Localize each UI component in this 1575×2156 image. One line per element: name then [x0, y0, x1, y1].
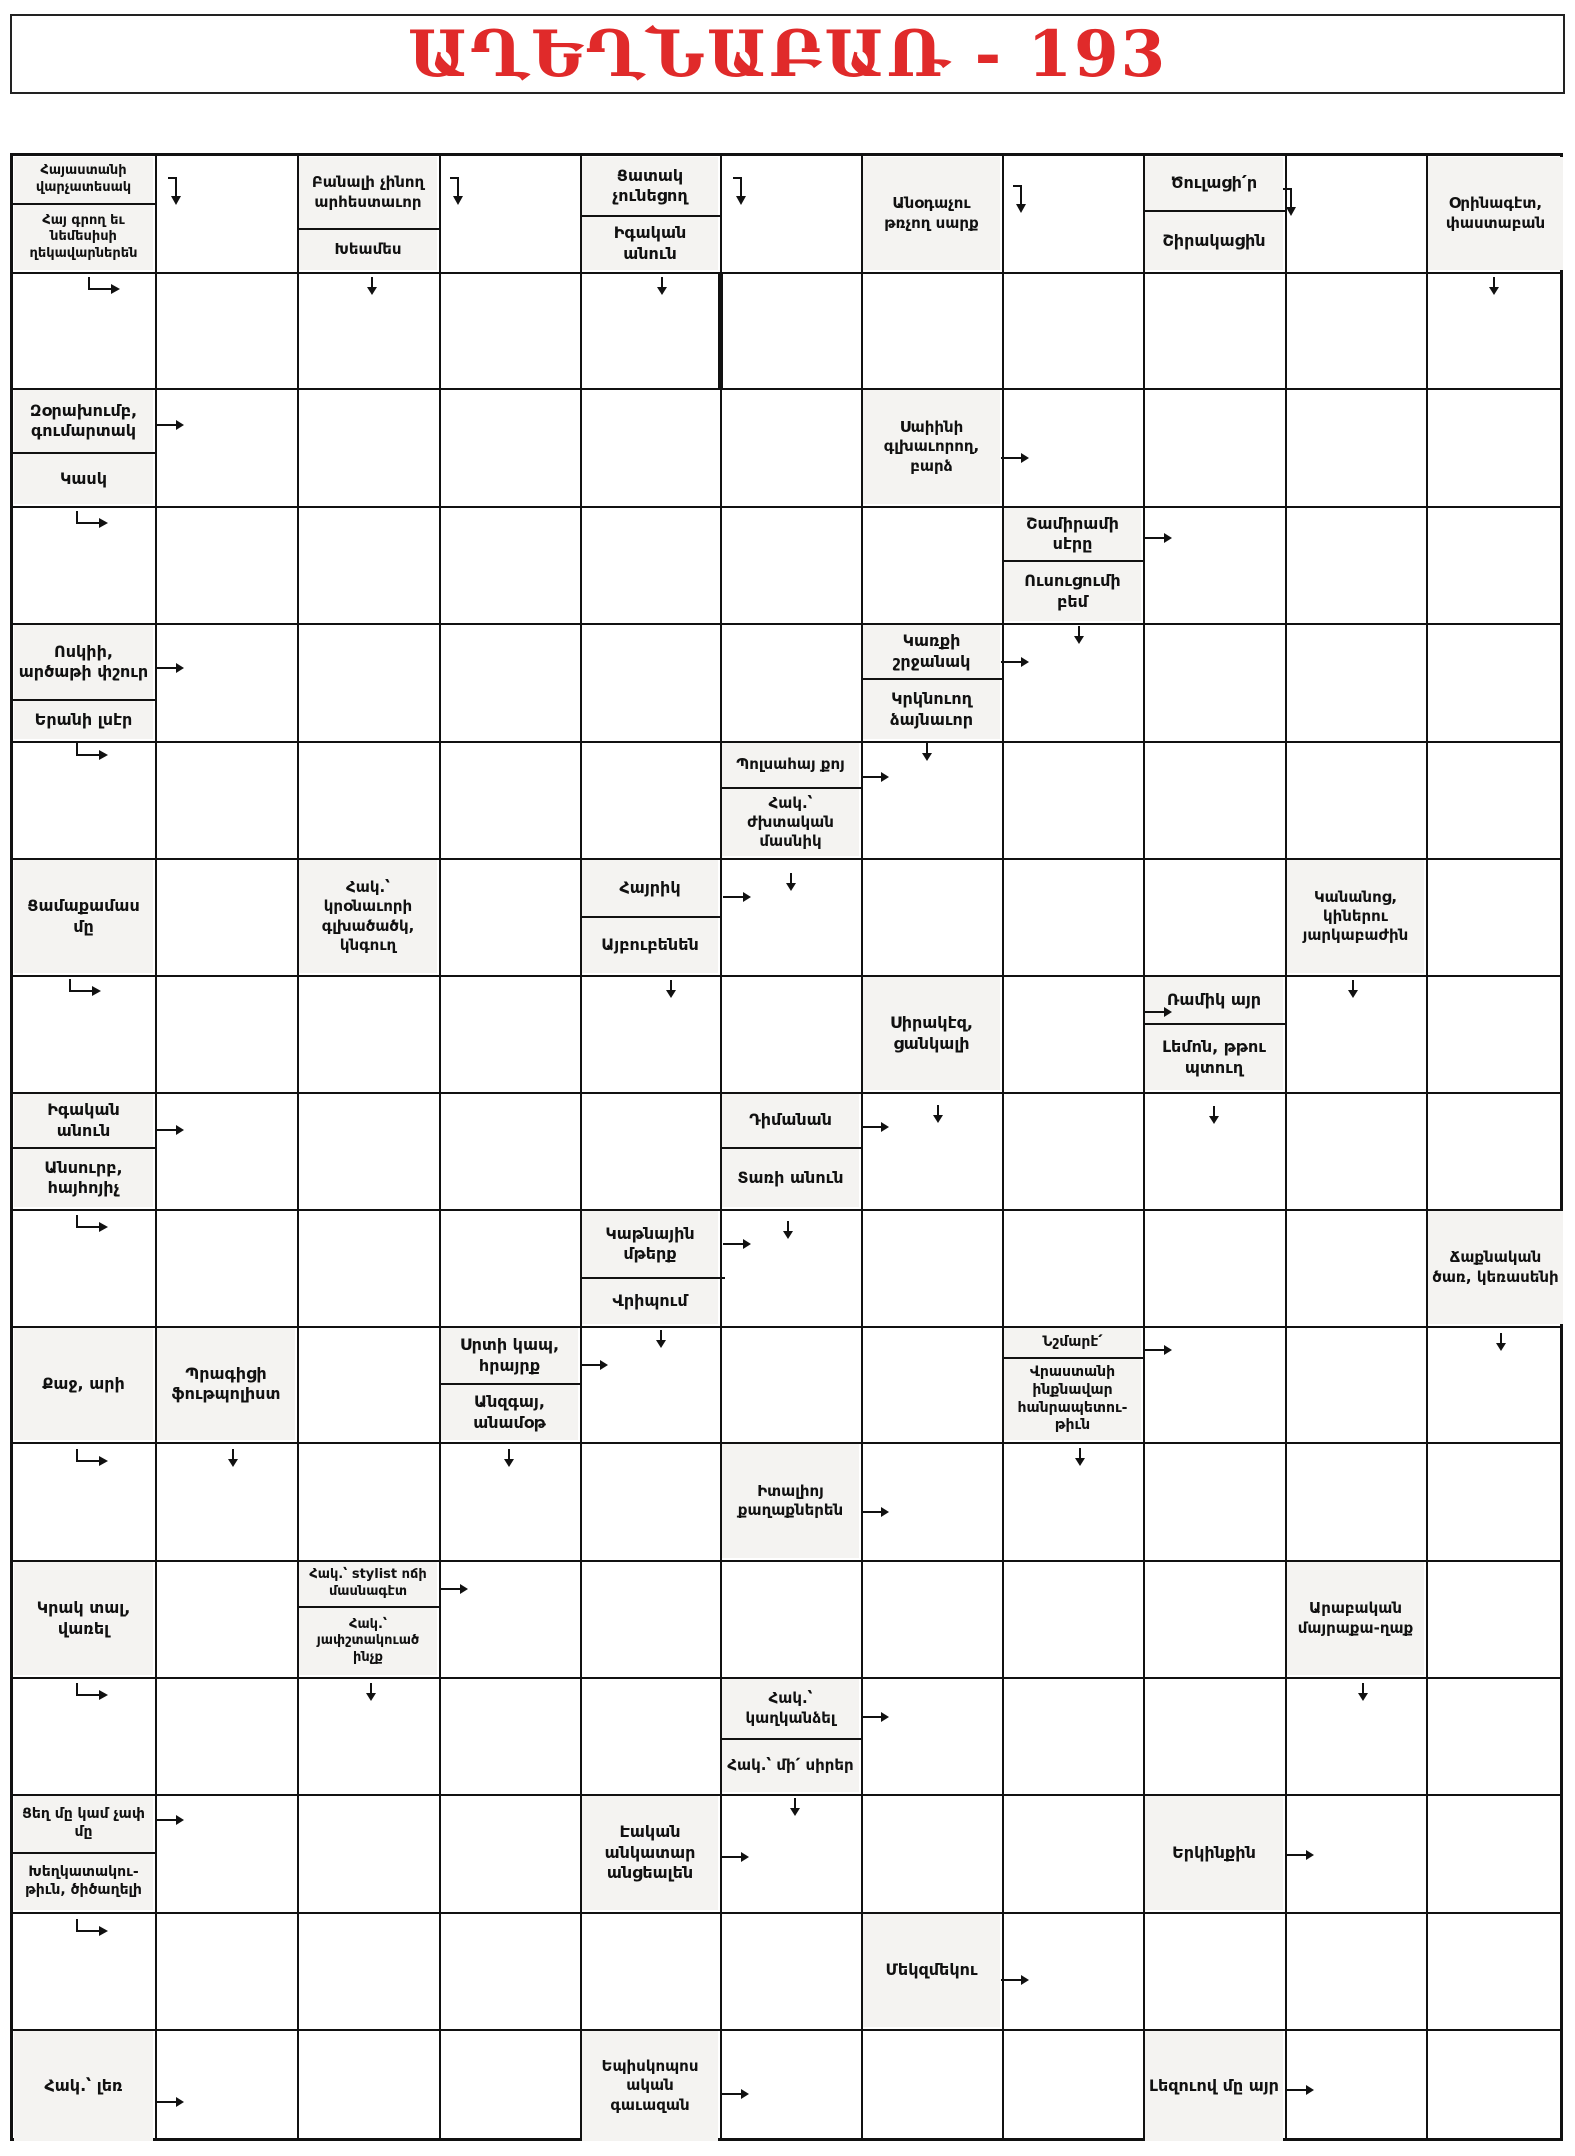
arrow-right-icon — [1144, 529, 1172, 541]
clue-c14_0a: Ցեղ մը կամ չափ մը — [14, 1796, 153, 1852]
arrow-bent-down-icon — [733, 176, 751, 206]
answer-cell[interactable] — [582, 1094, 718, 1207]
arrow-down-icon — [932, 1105, 944, 1123]
arrow-right-icon — [861, 768, 889, 780]
arrow-down-icon — [785, 873, 797, 891]
clue-c8_0b: Անսուրբ, հայհոյիչ — [14, 1149, 153, 1207]
clue-divider — [13, 1147, 156, 1149]
arrow-right-icon — [156, 1121, 184, 1133]
answer-cell[interactable] — [299, 1094, 437, 1207]
arrow-right-icon — [1286, 1846, 1314, 1858]
answer-cell[interactable] — [1145, 1211, 1283, 1324]
clue-c0_8b: Շիրակացին — [1145, 212, 1283, 270]
answer-cell[interactable] — [722, 508, 859, 621]
arrow-right-icon — [861, 1503, 889, 1515]
arrow-bent-right-icon — [75, 1449, 109, 1467]
answer-cell[interactable] — [1287, 1211, 1424, 1324]
clue-c9_10: Ճաքնական ծառ, կեռասենի — [1428, 1211, 1563, 1324]
clue-c16_0: Հակ.՝ լեռ — [14, 2031, 153, 2141]
answer-cell[interactable] — [1004, 1796, 1141, 1910]
answer-cell[interactable] — [157, 274, 295, 386]
clue-divider — [298, 1606, 440, 1608]
answer-cell[interactable] — [722, 157, 859, 270]
arrow-down-icon — [665, 980, 677, 998]
clue-divider — [298, 228, 440, 230]
clue-c4_0b: Երանի լսէր — [14, 701, 153, 739]
clue-c2_0b: Կասկ — [14, 454, 153, 504]
clue-c0_8a: Ծուլացի՛ր — [1145, 157, 1283, 210]
answer-cell[interactable] — [441, 743, 578, 856]
answer-cell[interactable] — [1287, 1328, 1424, 1440]
answer-cell[interactable] — [722, 1328, 859, 1440]
answer-cell[interactable] — [1287, 625, 1424, 739]
crossword-grid — [10, 153, 1563, 2141]
answer-cell[interactable] — [863, 1444, 1000, 1558]
answer-cell[interactable] — [14, 274, 153, 386]
clue-c6_2: Հակ.՝ կրօնաւորի գլխածածկ, կնգուղ — [299, 860, 437, 973]
clue-divider — [581, 916, 721, 918]
answer-cell[interactable] — [1428, 1796, 1563, 1910]
arrow-down-icon — [656, 277, 668, 295]
arrow-right-icon — [723, 1235, 751, 1247]
clue-c6_0: Ցամաքամաս մը — [14, 860, 153, 973]
answer-cell[interactable] — [1428, 860, 1563, 973]
answer-cell[interactable] — [1004, 1211, 1141, 1324]
clue-c14_8: Երկինքին — [1145, 1796, 1283, 1910]
answer-cell[interactable] — [1004, 2031, 1141, 2141]
answer-cell[interactable] — [582, 390, 718, 504]
answer-cell[interactable] — [582, 1914, 718, 2027]
arrow-right-icon — [156, 2093, 184, 2105]
answer-cell[interactable] — [863, 1796, 1000, 1910]
answer-cell[interactable] — [157, 508, 295, 621]
answer-cell[interactable] — [1145, 743, 1283, 856]
arrow-down-icon — [789, 1798, 801, 1816]
answer-cell[interactable] — [441, 2031, 578, 2141]
clue-c10_0: Քաջ, արի — [14, 1328, 153, 1440]
clue-c12_9: Արաբական մայրաքա-ղաք — [1287, 1562, 1424, 1675]
answer-cell[interactable] — [1428, 977, 1563, 1090]
arrow-right-icon — [1001, 449, 1029, 461]
arrow-down-icon — [227, 1449, 239, 1467]
answer-cell[interactable] — [157, 157, 295, 270]
clue-c6_9: Կանանոց, կիներու յարկաբաժին — [1287, 860, 1424, 973]
clue-c3_7b: Ուսուցումի բեմ — [1004, 562, 1141, 621]
answer-cell[interactable] — [863, 1562, 1000, 1675]
answer-cell[interactable] — [722, 1562, 859, 1675]
answer-cell[interactable] — [441, 1679, 578, 1792]
clue-c10_3a: Սրտի կապ, հրայրք — [441, 1328, 578, 1383]
arrow-right-icon — [721, 2085, 749, 2097]
clue-c9_4b: Վրիպում — [582, 1279, 718, 1324]
clue-c7_8b: Լեմոն, թթու պտուղ — [1145, 1025, 1283, 1090]
clue-c9_4a: Կաթնային մթերք — [582, 1211, 718, 1277]
clue-divider — [1003, 1357, 1144, 1359]
clue-c8_5b: Տառի անուն — [722, 1149, 859, 1207]
clue-divider — [1144, 210, 1286, 212]
clue-c0_0b: Հայ գրող եւ նեմեսիսի ղեկավարներեն — [14, 205, 153, 270]
answer-cell[interactable] — [157, 1094, 295, 1207]
clue-c16_8: Լեզուով մը այր — [1145, 2031, 1283, 2141]
answer-cell[interactable] — [582, 1679, 718, 1792]
answer-cell[interactable] — [863, 860, 1000, 973]
arrow-right-icon — [1144, 1003, 1172, 1015]
answer-cell[interactable] — [157, 390, 295, 504]
answer-cell[interactable] — [157, 1562, 295, 1675]
clue-divider — [13, 699, 156, 701]
answer-cell[interactable] — [299, 977, 437, 1090]
arrow-right-icon — [721, 1848, 749, 1860]
arrow-down-icon — [365, 1683, 377, 1701]
arrow-bent-down-icon — [1013, 184, 1031, 214]
answer-cell[interactable] — [299, 390, 437, 504]
answer-cell[interactable] — [1145, 274, 1283, 386]
clue-c6_4b: Այբուբենեն — [582, 918, 718, 973]
clue-c13_5a: Հակ.՝ կաղկանձել — [722, 1679, 859, 1738]
clue-divider — [440, 1383, 581, 1385]
clue-c13_5b: Հակ.՝ մի՛ սիրեր — [722, 1740, 859, 1792]
answer-cell[interactable] — [1145, 1914, 1283, 2027]
answer-cell[interactable] — [1004, 860, 1141, 973]
answer-cell[interactable] — [1428, 743, 1563, 856]
answer-cell[interactable] — [582, 274, 718, 386]
arrow-bent-right-icon — [75, 1683, 109, 1701]
answer-cell[interactable] — [1428, 2031, 1563, 2141]
arrow-down-icon — [1357, 1683, 1369, 1701]
arrow-down-icon — [1073, 626, 1085, 644]
answer-cell[interactable] — [582, 1328, 718, 1440]
arrow-right-icon — [1001, 1971, 1029, 1983]
answer-cell[interactable] — [1145, 860, 1283, 973]
arrow-down-icon — [655, 1330, 667, 1348]
clue-c8_5a: Դիմանան — [722, 1094, 859, 1147]
arrow-down-icon — [503, 1449, 515, 1467]
answer-cell[interactable] — [441, 157, 578, 270]
answer-cell[interactable] — [1428, 1094, 1563, 1207]
answer-cell[interactable] — [441, 274, 578, 386]
puzzle-title: ԱՂԵՂՆԱԲԱՌ - 193 — [407, 16, 1168, 92]
clue-c7_6: Սիրակէզ, ցանկալի — [863, 977, 1000, 1090]
clue-c14_0b: Խեղկատակու-թիւն, ծիծաղելի — [14, 1854, 153, 1910]
answer-cell[interactable] — [1287, 1914, 1424, 2027]
answer-cell[interactable] — [441, 1094, 578, 1207]
answer-cell[interactable] — [441, 1914, 578, 2027]
answer-cell[interactable] — [299, 743, 437, 856]
answer-cell[interactable] — [863, 1211, 1000, 1324]
puzzle-title-box — [10, 14, 1565, 94]
answer-cell[interactable] — [582, 625, 718, 739]
answer-cell[interactable] — [722, 977, 859, 1090]
clue-c16_4: Եպիսկոպոս ական գաւազան — [582, 2031, 718, 2141]
answer-cell[interactable] — [722, 390, 859, 504]
clue-divider — [13, 203, 156, 205]
answer-cell[interactable] — [157, 743, 295, 856]
arrow-bent-right-icon — [75, 743, 109, 761]
arrow-down-icon — [1347, 980, 1359, 998]
answer-cell[interactable] — [1145, 1444, 1283, 1558]
arrow-right-icon — [156, 659, 184, 671]
clue-c4_0a: Ոսկիի, արծաթի փշուր — [14, 625, 153, 699]
answer-cell[interactable] — [582, 508, 718, 621]
answer-cell[interactable] — [582, 1444, 718, 1558]
answer-cell[interactable] — [299, 1914, 437, 2027]
answer-cell[interactable] — [1145, 508, 1283, 621]
clue-c5_5a: Պոլսահայ քոյ — [722, 743, 859, 787]
answer-cell[interactable] — [441, 625, 578, 739]
answer-cell[interactable] — [1287, 508, 1424, 621]
clue-divider — [581, 1277, 725, 1279]
answer-cell[interactable] — [299, 2031, 437, 2141]
clue-c0_2b: Խեամես — [299, 230, 437, 270]
clue-c10_7b: Վրաստանի ինքնավար հանրապետու-թիւն — [1004, 1359, 1141, 1440]
answer-cell[interactable] — [1004, 390, 1141, 504]
answer-cell[interactable] — [1004, 743, 1141, 856]
answer-cell[interactable] — [1004, 1562, 1141, 1675]
answer-cell[interactable] — [1428, 1679, 1563, 1792]
answer-cell[interactable] — [299, 1328, 437, 1440]
clue-divider — [721, 1147, 862, 1149]
answer-cell[interactable] — [299, 1796, 437, 1910]
clue-c12_2a: Հակ.՝ stylist ոճի մասնագէտ — [299, 1562, 437, 1606]
answer-cell[interactable] — [1287, 1094, 1424, 1207]
clue-c0_10: Օրինագէտ, փաստաբան — [1428, 157, 1563, 270]
answer-cell[interactable] — [1004, 274, 1141, 386]
clue-c12_0: Կրակ տալ, վառել — [14, 1562, 153, 1675]
answer-cell[interactable] — [582, 1562, 718, 1675]
clue-c10_3b: Անզգայ, անամօթ — [441, 1385, 578, 1440]
arrow-right-icon — [580, 1356, 608, 1368]
answer-cell[interactable] — [1145, 1679, 1283, 1792]
clue-c10_7a: Նշմարէ՛ — [1004, 1328, 1141, 1357]
arrow-right-icon — [1001, 653, 1029, 665]
answer-cell[interactable] — [157, 1211, 295, 1324]
clue-c4_6a: Կառքի շրջանակ — [863, 625, 1000, 678]
clue-c15_6: Մեկզմեկու — [863, 1914, 1000, 2027]
answer-cell[interactable] — [157, 977, 295, 1090]
answer-cell[interactable] — [157, 1444, 295, 1558]
clue-c10_1: Պրագիցի ֆութպոլիստ — [157, 1328, 295, 1440]
answer-cell[interactable] — [1287, 157, 1424, 270]
answer-cell[interactable] — [863, 274, 1000, 386]
clue-divider — [721, 1738, 862, 1740]
arrow-right-icon — [156, 416, 184, 428]
clue-c8_0a: Իգական անուն — [14, 1094, 153, 1147]
answer-cell[interactable] — [157, 1914, 295, 2027]
arrow-bent-right-icon — [75, 1919, 109, 1937]
arrow-down-icon — [1074, 1448, 1086, 1466]
answer-cell[interactable] — [441, 860, 578, 973]
answer-cell[interactable] — [1428, 625, 1563, 739]
answer-cell[interactable] — [157, 625, 295, 739]
answer-cell[interactable] — [863, 1679, 1000, 1792]
clue-divider — [581, 215, 721, 217]
answer-cell[interactable] — [863, 508, 1000, 621]
answer-cell[interactable] — [441, 977, 578, 1090]
arrow-down-icon — [1208, 1106, 1220, 1124]
arrow-down-icon — [1495, 1333, 1507, 1351]
clue-c7_8a: Ռամիկ այր — [1145, 977, 1283, 1023]
clue-divider — [1144, 1023, 1286, 1025]
arrow-bent-down-icon — [1283, 187, 1301, 217]
answer-cell[interactable] — [1145, 625, 1283, 739]
answer-cell[interactable] — [582, 743, 718, 856]
answer-cell[interactable] — [441, 1796, 578, 1910]
answer-cell[interactable] — [299, 508, 437, 621]
arrow-down-icon — [1488, 277, 1500, 295]
answer-cell[interactable] — [1287, 390, 1424, 504]
arrow-right-icon — [1286, 2081, 1314, 2093]
clue-c0_2a: Բանալի չինող արհեստաւոր — [299, 157, 437, 228]
answer-cell[interactable] — [1287, 743, 1424, 856]
answer-cell[interactable] — [299, 1444, 437, 1558]
arrow-right-icon — [1144, 1341, 1172, 1353]
arrow-right-icon — [723, 888, 751, 900]
answer-cell[interactable] — [157, 2031, 295, 2141]
clue-c3_7a: Շամիրամի սէրը — [1004, 508, 1141, 560]
answer-cell[interactable] — [441, 1211, 578, 1324]
answer-cell[interactable] — [1428, 1562, 1563, 1675]
thick-wall — [718, 273, 723, 389]
clue-c14_4: Էական անկատար անցեալեն — [582, 1796, 718, 1910]
answer-cell[interactable] — [863, 1328, 1000, 1440]
arrow-bent-down-icon — [168, 176, 186, 206]
answer-cell[interactable] — [1428, 508, 1563, 621]
arrow-down-icon — [782, 1221, 794, 1239]
answer-cell[interactable] — [1287, 1679, 1424, 1792]
clue-c2_6: Սաիինի գլխաւորող, բարձ — [863, 390, 1000, 504]
arrow-down-icon — [366, 277, 378, 295]
arrow-right-icon — [156, 1811, 184, 1823]
clue-c0_4a: Ցատակ չունեցող — [582, 157, 718, 215]
answer-cell[interactable] — [1428, 1914, 1563, 2027]
arrow-bent-down-icon — [450, 176, 468, 206]
answer-cell[interactable] — [1145, 390, 1283, 504]
arrow-right-icon — [861, 1118, 889, 1130]
arrow-bent-right-icon — [68, 979, 102, 997]
clue-divider — [13, 1852, 156, 1854]
answer-cell[interactable] — [441, 1562, 578, 1675]
arrow-bent-right-icon — [87, 277, 121, 295]
clue-c4_6b: Կրկնուող ձայնաւոր — [863, 680, 1000, 739]
clue-c2_0a: Զօրախումբ, գումարտակ — [14, 390, 153, 452]
answer-cell[interactable] — [1287, 274, 1424, 386]
clue-c5_5b: Հակ.՝ ժխտական մասնիկ — [722, 789, 859, 856]
answer-cell[interactable] — [722, 625, 859, 739]
arrow-down-icon — [921, 743, 933, 761]
answer-cell[interactable] — [1428, 390, 1563, 504]
arrow-bent-right-icon — [75, 511, 109, 529]
answer-cell[interactable] — [1004, 977, 1141, 1090]
clue-c11_5: Իտալիոյ քաղաքներեն — [722, 1444, 859, 1558]
clue-divider — [13, 452, 156, 454]
answer-cell[interactable] — [1004, 1679, 1141, 1792]
answer-cell[interactable] — [157, 1679, 295, 1792]
answer-cell[interactable] — [863, 2031, 1000, 2141]
answer-cell[interactable] — [157, 860, 295, 973]
clue-divider — [721, 787, 862, 789]
answer-cell[interactable] — [441, 390, 578, 504]
arrow-right-icon — [861, 1708, 889, 1720]
clue-c0_6: Անօդաչու թռչող սարք — [863, 157, 1000, 270]
clue-c0_4b: Իգական անուն — [582, 217, 718, 270]
answer-cell[interactable] — [582, 977, 718, 1090]
answer-cell[interactable] — [1145, 1562, 1283, 1675]
answer-cell[interactable] — [299, 1211, 437, 1324]
answer-cell[interactable] — [441, 508, 578, 621]
answer-cell[interactable] — [1287, 1444, 1424, 1558]
answer-cell[interactable] — [722, 1914, 859, 2027]
answer-cell[interactable] — [1004, 1094, 1141, 1207]
arrow-bent-right-icon — [75, 1215, 109, 1233]
answer-cell[interactable] — [722, 274, 859, 386]
answer-cell[interactable] — [1428, 1444, 1563, 1558]
answer-cell[interactable] — [299, 625, 437, 739]
arrow-right-icon — [440, 1580, 468, 1592]
clue-divider — [1003, 560, 1144, 562]
clue-c12_2b: Հակ.՝ յափշտակուած ինչք — [299, 1608, 437, 1675]
answer-cell[interactable] — [1004, 1444, 1141, 1558]
clue-divider — [862, 678, 1003, 680]
clue-c6_4a: Հայրիկ — [582, 860, 718, 916]
clue-c0_0a: Հայաստանի վարչատեսակ — [14, 157, 153, 203]
